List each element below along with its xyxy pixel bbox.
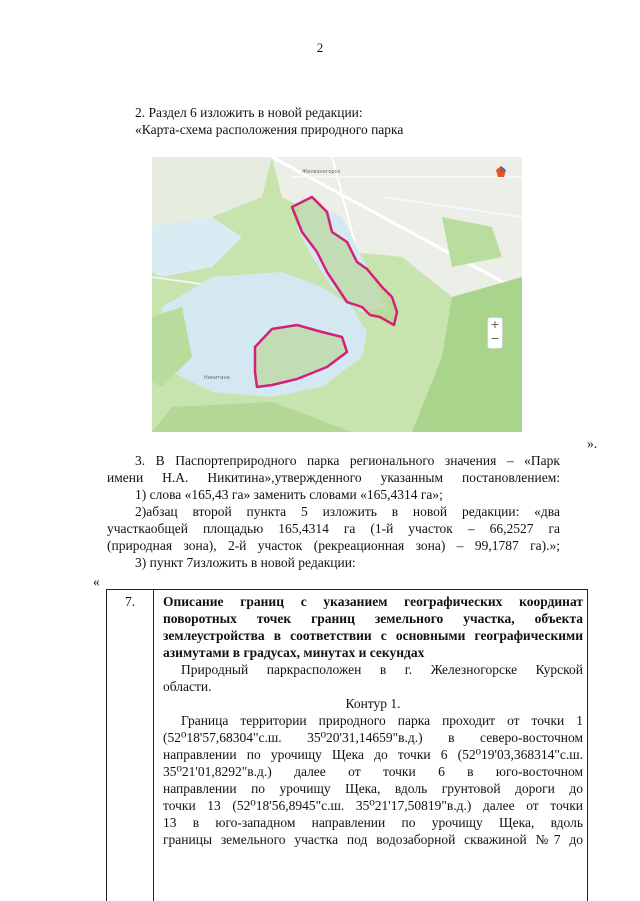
- heading-line: поворотных точек границ земельного участка, объекта: [163, 611, 583, 626]
- paragraph-3-line-1: 3. В Паспортеприродного парка регионального значения – «Парк: [135, 453, 560, 468]
- boundary-description-table: [106, 589, 588, 901]
- map-zoom-control[interactable]: [487, 317, 503, 349]
- location-line: области.: [163, 679, 212, 694]
- paragraph-item-2-line-2: участкаобщей площадью 165,4314 га (1-й участок – 66,2527 га: [107, 521, 560, 536]
- heading-line: землеустройства в соответствии с основными географическими: [163, 628, 583, 643]
- body-line: направлении по урочищу Щека, вдоль грунтовой дороги до: [163, 781, 583, 796]
- paragraph-item-3: 3) пункт 7изложить в новой редакции:: [135, 555, 356, 570]
- heading-line: Описание границ с указанием географических координат: [163, 594, 583, 609]
- zoom-out-button[interactable]: −: [490, 332, 500, 345]
- body-line: границы земельного участка под водозаборной скважиной №7 до: [163, 832, 583, 847]
- paragraph-item-2-line-3: (природная зона), 2-й участок (рекреационная зона) – 99,1787 га).»;: [107, 538, 560, 553]
- item-number: 7.: [124, 594, 136, 609]
- item-number-cell: [107, 590, 154, 901]
- description-cell: [163, 593, 583, 848]
- location-line: Природный паркрасположен в г. Железногорске Курской: [181, 662, 583, 677]
- contour-title: Контур 1.: [345, 696, 401, 711]
- section-heading: 2. Раздел 6 изложить в новой редакции:: [135, 105, 363, 120]
- page-number: 2: [316, 40, 324, 55]
- map-caption: «Карта-схема расположения природного парка: [135, 122, 404, 137]
- body-line: точки 13 (52⁰18'56,8945"с.ш. 35⁰21'17,50819"в.д.) далее от точки: [163, 798, 583, 813]
- body-line: 35⁰21'01,8292"в.д.) далее от точки 6 в юго-восточном: [163, 764, 583, 779]
- map-drawing: [152, 157, 522, 432]
- paragraph-3-line-2: имени Н.А. Никитина»,утвержденного указанным постановлением:: [107, 470, 560, 485]
- paragraph-item-2-line-1: 2)абзац второй пункта 5 изложить в новой редакции: «два: [135, 504, 560, 519]
- paragraph-item-1: 1) слова «165,43 га» заменить словами «165,4314 га»;: [135, 487, 443, 502]
- body-line: 13 в юго-западном направлении по урочищу Щека, вдоль: [163, 815, 583, 830]
- body-line: Граница территории природного парка проходит от точки 1: [181, 713, 583, 728]
- map-label-city: Железногорск: [302, 169, 341, 175]
- map-label-park: Никитина: [204, 375, 230, 381]
- zoom-in-button[interactable]: +: [490, 318, 500, 331]
- map-closing-quote: ».: [587, 436, 598, 451]
- park-location-map: [152, 157, 522, 432]
- body-line: (52⁰18'57,68304"с.ш. 35⁰20'31,14659"в.д.) в северо-восточном: [163, 730, 583, 745]
- body-line: направлении по урочищу Щека до точки 6 (52⁰19'03,368314"с.ш.: [163, 747, 583, 762]
- heading-line: азимутами в градусах, минутах и секундах: [163, 645, 425, 660]
- map-logo-icon: [494, 165, 508, 179]
- opening-quote: «: [93, 574, 100, 589]
